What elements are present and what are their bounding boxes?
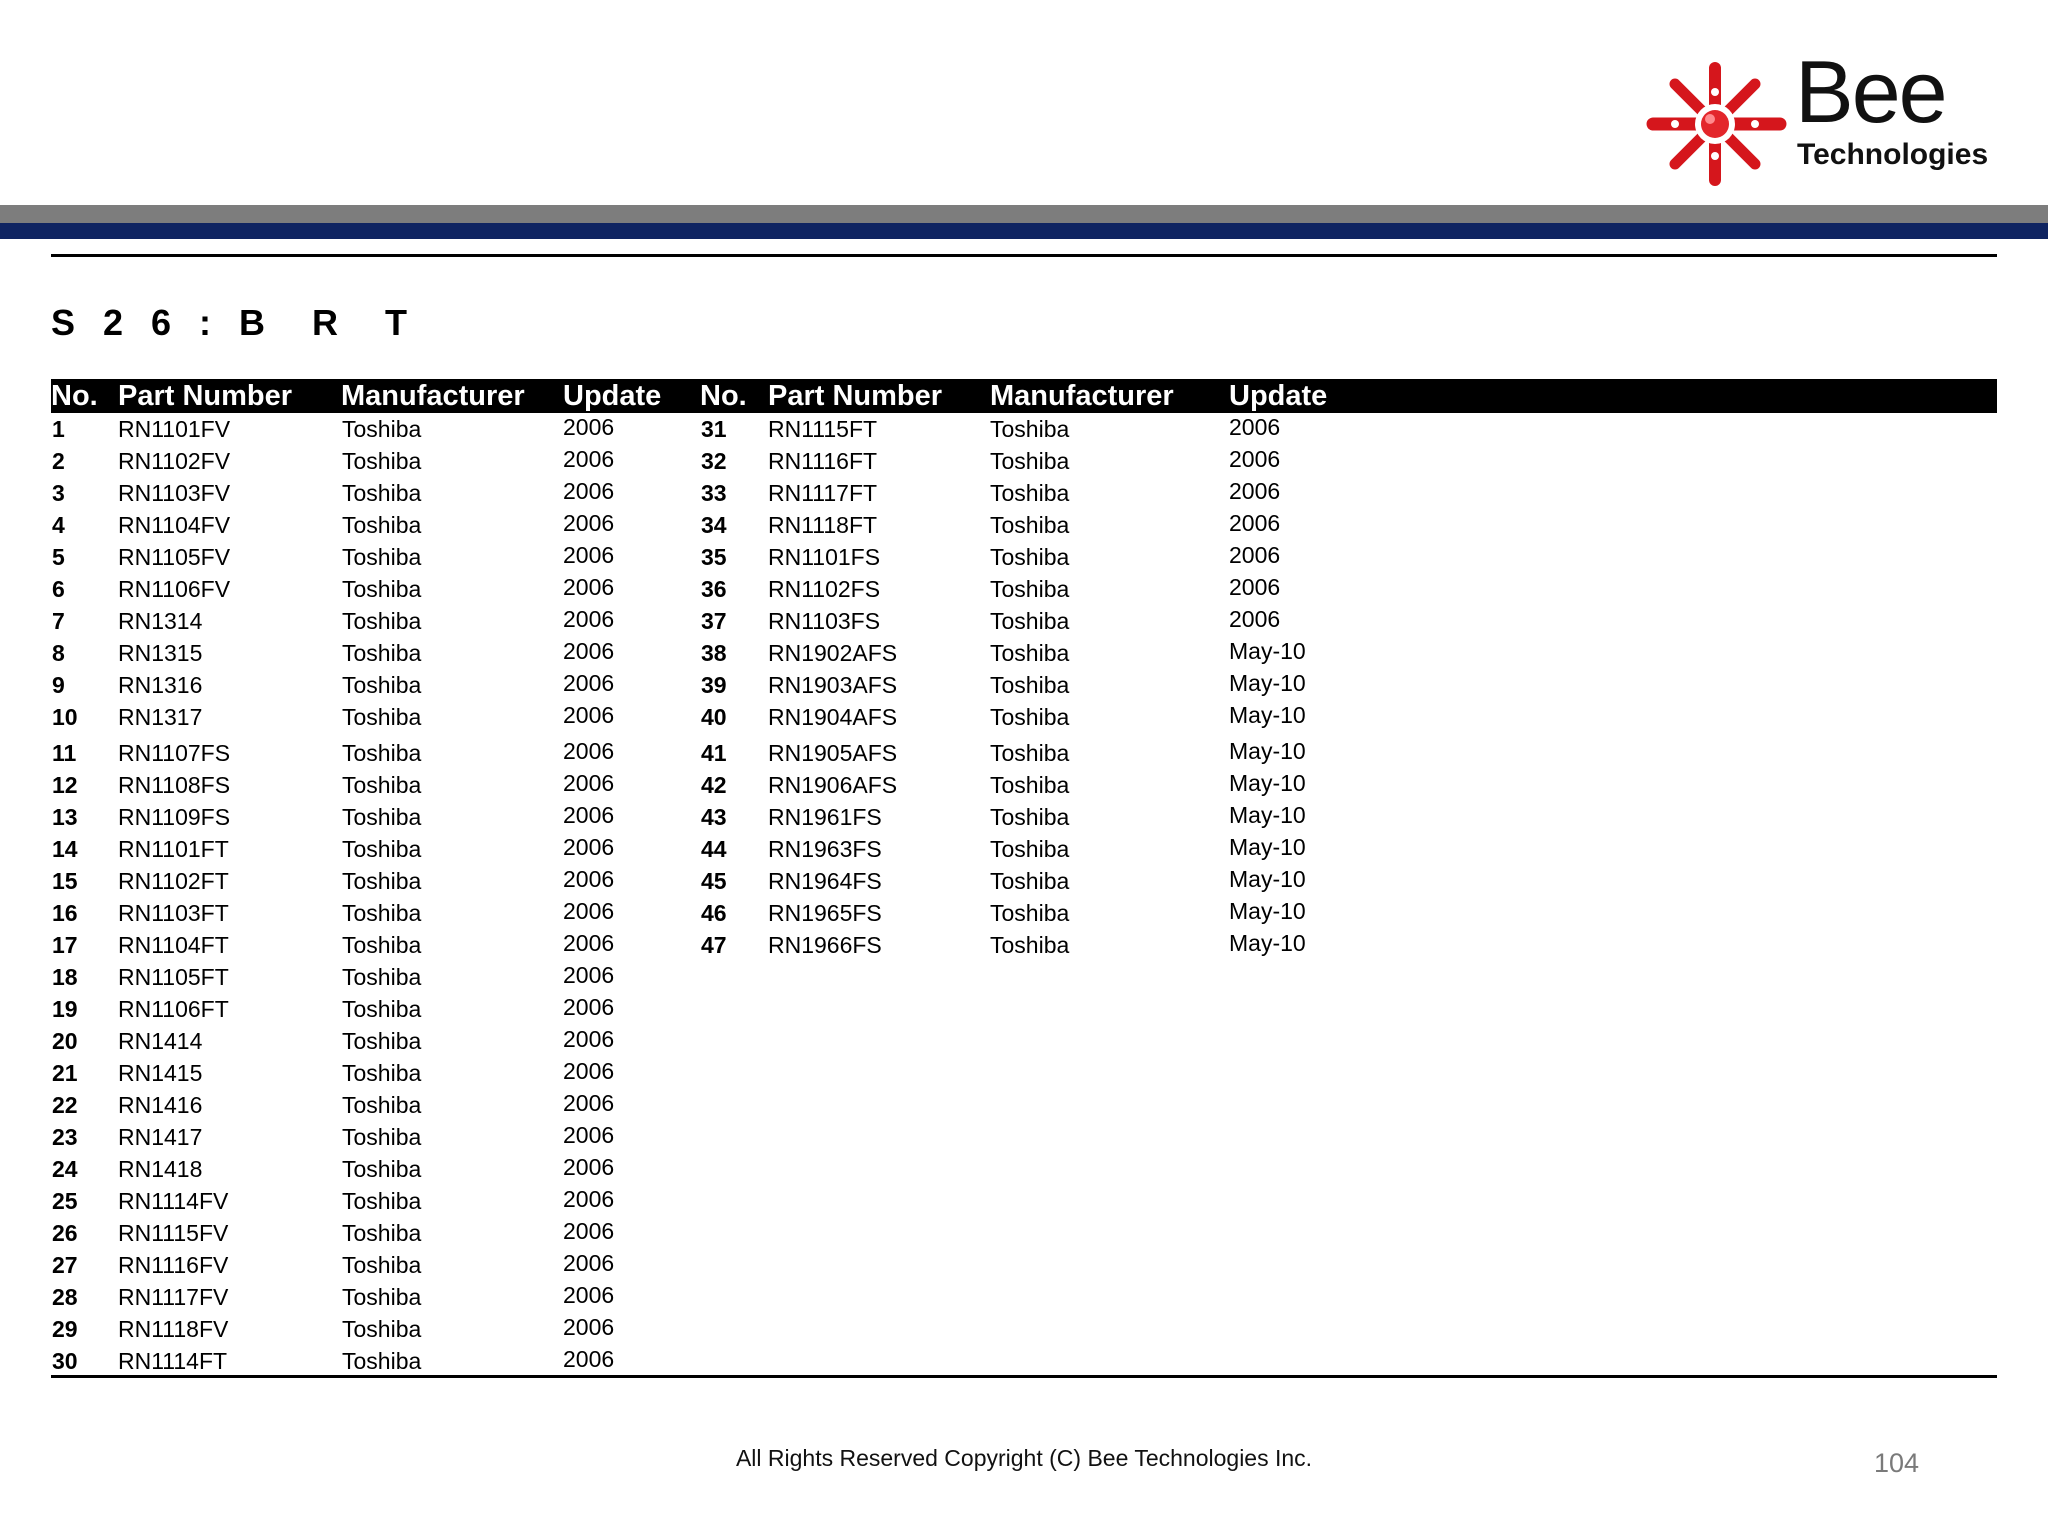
left-row-part-cell: RN1102FT bbox=[118, 868, 229, 894]
header-band-navy bbox=[0, 223, 2048, 239]
left-row-update-cell: 2006 bbox=[563, 1218, 615, 1244]
left-row-part-cell: RN1116FV bbox=[118, 1252, 229, 1278]
left-row-update-cell: 2006 bbox=[563, 962, 615, 988]
left-row-mfr-cell: Toshiba bbox=[342, 1284, 422, 1310]
left-row-part-cell: RN1317 bbox=[118, 704, 203, 730]
right-row-update-cell: May-10 bbox=[1229, 738, 1306, 764]
left-row-part-cell: RN1418 bbox=[118, 1156, 203, 1182]
left-row-mfr-cell: Toshiba bbox=[342, 1156, 422, 1182]
left-row-update-cell: 2006 bbox=[563, 702, 615, 728]
left-row-mfr-cell: Toshiba bbox=[342, 672, 422, 698]
right-row-no-cell: 44 bbox=[701, 836, 727, 862]
left-row-update-cell: 2006 bbox=[563, 606, 615, 632]
left-row-part-cell: RN1315 bbox=[118, 640, 203, 666]
left-row-part-cell: RN1415 bbox=[118, 1060, 203, 1086]
right-row-part-cell: RN1966FS bbox=[768, 932, 882, 958]
right-row-no-cell: 31 bbox=[701, 416, 727, 442]
left-row-mfr-cell: Toshiba bbox=[342, 1220, 422, 1246]
left-row-mfr-cell: Toshiba bbox=[342, 480, 422, 506]
right-row-mfr-cell: Toshiba bbox=[990, 740, 1070, 766]
left-row-part-cell: RN1105FV bbox=[118, 544, 231, 570]
right-row-part-cell: RN1965FS bbox=[768, 900, 882, 926]
header-update-right: Update bbox=[1229, 380, 1328, 412]
right-row-no-cell: 35 bbox=[701, 544, 727, 570]
left-row-update-cell: 2006 bbox=[563, 670, 615, 696]
left-row-mfr-cell: Toshiba bbox=[342, 640, 422, 666]
left-row-part-cell: RN1109FS bbox=[118, 804, 231, 830]
right-row-update-cell: 2006 bbox=[1229, 478, 1281, 504]
left-row-update-cell: 2006 bbox=[563, 510, 615, 536]
right-row-part-cell: RN1118FT bbox=[768, 512, 878, 538]
left-row-part-cell: RN1104FV bbox=[118, 512, 231, 538]
left-row-part-cell: RN1314 bbox=[118, 608, 203, 634]
left-row-update-cell: 2006 bbox=[563, 1122, 615, 1148]
left-row-update-cell: 2006 bbox=[563, 738, 615, 764]
right-row-no-cell: 39 bbox=[701, 672, 727, 698]
right-row-part-cell: RN1115FT bbox=[768, 416, 878, 442]
right-row-mfr-cell: Toshiba bbox=[990, 868, 1070, 894]
right-row-mfr-cell: Toshiba bbox=[990, 480, 1070, 506]
left-row-part-cell: RN1107FS bbox=[118, 740, 231, 766]
page-number: 104 bbox=[1874, 1448, 1920, 1478]
right-row-mfr-cell: Toshiba bbox=[990, 512, 1070, 538]
right-row-no-cell: 36 bbox=[701, 576, 727, 602]
right-row-mfr-cell: Toshiba bbox=[990, 836, 1070, 862]
left-row-part-cell: RN1117FV bbox=[118, 1284, 229, 1310]
left-row-update-cell: 2006 bbox=[563, 930, 615, 956]
left-row-no-cell: 18 bbox=[52, 964, 78, 990]
left-row-no-cell: 14 bbox=[52, 836, 78, 862]
right-row-mfr-cell: Toshiba bbox=[990, 672, 1070, 698]
right-row-part-cell: RN1116FT bbox=[768, 448, 878, 474]
left-row-no-cell: 8 bbox=[52, 640, 65, 666]
left-row-no-cell: 13 bbox=[52, 804, 78, 830]
left-row-mfr-cell: Toshiba bbox=[342, 1092, 422, 1118]
left-row-mfr-cell: Toshiba bbox=[342, 1348, 422, 1374]
left-row-no-cell: 16 bbox=[52, 900, 78, 926]
header-mfr-right: Manufacturer bbox=[990, 380, 1174, 412]
left-row-no-cell: 30 bbox=[52, 1348, 78, 1374]
left-row-update-cell: 2006 bbox=[563, 542, 615, 568]
header-part-left: Part Number bbox=[118, 380, 293, 412]
left-row-mfr-cell: Toshiba bbox=[342, 1028, 422, 1054]
left-row-part-cell: RN1105FT bbox=[118, 964, 229, 990]
right-row-mfr-cell: Toshiba bbox=[990, 448, 1070, 474]
left-row-no-cell: 23 bbox=[52, 1124, 78, 1150]
left-row-update-cell: 2006 bbox=[563, 1186, 615, 1212]
right-row-part-cell: RN1102FS bbox=[768, 576, 881, 602]
right-row-mfr-cell: Toshiba bbox=[990, 576, 1070, 602]
left-row-no-cell: 26 bbox=[52, 1220, 78, 1246]
right-row-part-cell: RN1903AFS bbox=[768, 672, 898, 698]
left-row-no-cell: 28 bbox=[52, 1284, 78, 1310]
right-row-no-cell: 46 bbox=[701, 900, 727, 926]
left-row-part-cell: RN1416 bbox=[118, 1092, 203, 1118]
left-row-update-cell: 2006 bbox=[563, 834, 615, 860]
left-row-no-cell: 5 bbox=[52, 544, 65, 570]
right-row-no-cell: 33 bbox=[701, 480, 727, 506]
left-row-no-cell: 22 bbox=[52, 1092, 78, 1118]
left-row-update-cell: 2006 bbox=[563, 446, 615, 472]
left-row-update-cell: 2006 bbox=[563, 770, 615, 796]
left-row-part-cell: RN1106FV bbox=[118, 576, 231, 602]
left-row-update-cell: 2006 bbox=[563, 1282, 615, 1308]
left-row-no-cell: 12 bbox=[52, 772, 78, 798]
right-row-update-cell: May-10 bbox=[1229, 702, 1306, 728]
right-row-update-cell: 2006 bbox=[1229, 606, 1281, 632]
left-row-mfr-cell: Toshiba bbox=[342, 1124, 422, 1150]
table-header bbox=[51, 379, 1997, 413]
left-row-mfr-cell: Toshiba bbox=[342, 1316, 422, 1342]
left-row-mfr-cell: Toshiba bbox=[342, 964, 422, 990]
left-row-update-cell: 2006 bbox=[563, 638, 615, 664]
left-row-no-cell: 6 bbox=[52, 576, 65, 602]
copyright-footer: All Rights Reserved Copyright (C) Bee Technologies Inc. bbox=[735, 1445, 1313, 1471]
left-row-update-cell: 2006 bbox=[563, 898, 615, 924]
left-row-mfr-cell: Toshiba bbox=[342, 704, 422, 730]
left-row-part-cell: RN1118FV bbox=[118, 1316, 229, 1342]
left-row-no-cell: 19 bbox=[52, 996, 78, 1022]
right-row-update-cell: May-10 bbox=[1229, 834, 1306, 860]
right-row-update-cell: 2006 bbox=[1229, 510, 1281, 536]
left-row-part-cell: RN1101FT bbox=[118, 836, 229, 862]
left-row-update-cell: 2006 bbox=[563, 574, 615, 600]
left-row-no-cell: 3 bbox=[52, 480, 65, 506]
left-row-part-cell: RN1104FT bbox=[118, 932, 229, 958]
left-row-no-cell: 9 bbox=[52, 672, 65, 698]
right-row-no-cell: 42 bbox=[701, 772, 727, 798]
right-row-part-cell: RN1904AFS bbox=[768, 704, 898, 730]
right-row-mfr-cell: Toshiba bbox=[990, 804, 1070, 830]
left-row-mfr-cell: Toshiba bbox=[342, 416, 422, 442]
left-row-part-cell: RN1414 bbox=[118, 1028, 203, 1054]
header-update-left: Update bbox=[563, 380, 662, 412]
left-row-update-cell: 2006 bbox=[563, 1250, 615, 1276]
left-row-mfr-cell: Toshiba bbox=[342, 576, 422, 602]
right-row-mfr-cell: Toshiba bbox=[990, 704, 1070, 730]
right-row-part-cell: RN1961FS bbox=[768, 804, 882, 830]
left-row-mfr-cell: Toshiba bbox=[342, 996, 422, 1022]
right-row-no-cell: 40 bbox=[701, 704, 727, 730]
left-row-part-cell: RN1103FV bbox=[118, 480, 231, 506]
left-row-update-cell: 2006 bbox=[563, 1090, 615, 1116]
right-row-part-cell: RN1906AFS bbox=[768, 772, 898, 798]
left-row-update-cell: 2006 bbox=[563, 1026, 615, 1052]
right-row-update-cell: 2006 bbox=[1229, 574, 1281, 600]
right-row-update-cell: May-10 bbox=[1229, 770, 1306, 796]
left-row-mfr-cell: Toshiba bbox=[342, 772, 422, 798]
right-row-no-cell: 32 bbox=[701, 448, 727, 474]
right-row-update-cell: 2006 bbox=[1229, 446, 1281, 472]
left-row-mfr-cell: Toshiba bbox=[342, 740, 422, 766]
left-row-no-cell: 25 bbox=[52, 1188, 78, 1214]
left-row-update-cell: 2006 bbox=[563, 1058, 615, 1084]
header-mfr-left: Manufacturer bbox=[341, 380, 525, 412]
right-row-mfr-cell: Toshiba bbox=[990, 416, 1070, 442]
top-divider bbox=[51, 254, 1997, 257]
right-row-part-cell: RN1902AFS bbox=[768, 640, 898, 666]
right-row-part-cell: RN1101FS bbox=[768, 544, 881, 570]
left-row-no-cell: 10 bbox=[52, 704, 78, 730]
right-row-no-cell: 38 bbox=[701, 640, 727, 666]
left-row-mfr-cell: Toshiba bbox=[342, 1252, 422, 1278]
left-row-part-cell: RN1114FV bbox=[118, 1188, 229, 1214]
right-row-no-cell: 37 bbox=[701, 608, 727, 634]
left-row-part-cell: RN1101FV bbox=[118, 416, 231, 442]
left-row-update-cell: 2006 bbox=[563, 414, 615, 440]
right-row-mfr-cell: Toshiba bbox=[990, 900, 1070, 926]
table-bottom-rule bbox=[51, 1375, 1997, 1378]
left-row-update-cell: 2006 bbox=[563, 866, 615, 892]
left-row-part-cell: RN1103FT bbox=[118, 900, 229, 926]
right-row-part-cell: RN1963FS bbox=[768, 836, 882, 862]
left-row-no-cell: 21 bbox=[52, 1060, 78, 1086]
left-row-part-cell: RN1316 bbox=[118, 672, 203, 698]
header-no-left: No. bbox=[51, 380, 98, 412]
header-part-right: Part Number bbox=[768, 380, 943, 412]
right-row-update-cell: 2006 bbox=[1229, 542, 1281, 568]
right-row-mfr-cell: Toshiba bbox=[990, 640, 1070, 666]
right-row-mfr-cell: Toshiba bbox=[990, 544, 1070, 570]
left-row-mfr-cell: Toshiba bbox=[342, 868, 422, 894]
left-row-mfr-cell: Toshiba bbox=[342, 804, 422, 830]
left-row-update-cell: 2006 bbox=[563, 994, 615, 1020]
left-row-no-cell: 1 bbox=[52, 416, 65, 442]
logo-subtitle: Technologies bbox=[1797, 138, 1989, 171]
left-row-no-cell: 20 bbox=[52, 1028, 78, 1054]
left-row-update-cell: 2006 bbox=[563, 1314, 615, 1340]
right-row-update-cell: May-10 bbox=[1229, 638, 1306, 664]
left-row-part-cell: RN1115FV bbox=[118, 1220, 229, 1246]
left-row-no-cell: 7 bbox=[52, 608, 65, 634]
left-row-no-cell: 29 bbox=[52, 1316, 78, 1342]
right-row-mfr-cell: Toshiba bbox=[990, 932, 1070, 958]
right-row-update-cell: May-10 bbox=[1229, 898, 1306, 924]
left-row-mfr-cell: Toshiba bbox=[342, 1188, 422, 1214]
right-row-no-cell: 47 bbox=[701, 932, 727, 958]
star-logo-icon bbox=[1645, 62, 1790, 187]
left-row-mfr-cell: Toshiba bbox=[342, 836, 422, 862]
right-row-update-cell: May-10 bbox=[1229, 866, 1306, 892]
logo-wordmark: Bee bbox=[1795, 42, 1946, 141]
left-row-no-cell: 17 bbox=[52, 932, 78, 958]
left-row-part-cell: RN1102FV bbox=[118, 448, 231, 474]
right-row-mfr-cell: Toshiba bbox=[990, 608, 1070, 634]
left-row-update-cell: 2006 bbox=[563, 802, 615, 828]
right-row-update-cell: May-10 bbox=[1229, 802, 1306, 828]
left-row-update-cell: 2006 bbox=[563, 1346, 615, 1372]
bee-technologies-logo bbox=[1645, 42, 1995, 192]
right-row-part-cell: RN1964FS bbox=[768, 868, 882, 894]
left-row-update-cell: 2006 bbox=[563, 478, 615, 504]
left-row-part-cell: RN1114FT bbox=[118, 1348, 228, 1374]
left-row-no-cell: 15 bbox=[52, 868, 78, 894]
right-row-part-cell: RN1103FS bbox=[768, 608, 881, 634]
left-row-mfr-cell: Toshiba bbox=[342, 608, 422, 634]
left-row-mfr-cell: Toshiba bbox=[342, 448, 422, 474]
right-row-update-cell: 2006 bbox=[1229, 414, 1281, 440]
left-row-no-cell: 11 bbox=[52, 740, 77, 766]
left-row-mfr-cell: Toshiba bbox=[342, 900, 422, 926]
right-row-update-cell: May-10 bbox=[1229, 930, 1306, 956]
page-title: S 2 6 : B R T bbox=[51, 302, 417, 343]
right-row-part-cell: RN1117FT bbox=[768, 480, 878, 506]
left-row-no-cell: 4 bbox=[52, 512, 65, 538]
right-row-update-cell: May-10 bbox=[1229, 670, 1306, 696]
right-row-no-cell: 34 bbox=[701, 512, 727, 538]
right-row-part-cell: RN1905AFS bbox=[768, 740, 898, 766]
left-row-part-cell: RN1106FT bbox=[118, 996, 229, 1022]
left-row-mfr-cell: Toshiba bbox=[342, 512, 422, 538]
left-row-no-cell: 27 bbox=[52, 1252, 78, 1278]
header-no-right: No. bbox=[700, 380, 747, 412]
right-row-mfr-cell: Toshiba bbox=[990, 772, 1070, 798]
left-row-no-cell: 24 bbox=[52, 1156, 78, 1182]
left-row-no-cell: 2 bbox=[52, 448, 65, 474]
left-row-part-cell: RN1108FS bbox=[118, 772, 231, 798]
header-band-gray bbox=[0, 205, 2048, 223]
left-row-part-cell: RN1417 bbox=[118, 1124, 203, 1150]
left-row-update-cell: 2006 bbox=[563, 1154, 615, 1180]
right-row-no-cell: 41 bbox=[701, 740, 727, 766]
right-row-no-cell: 43 bbox=[701, 804, 727, 830]
left-row-mfr-cell: Toshiba bbox=[342, 544, 422, 570]
left-row-mfr-cell: Toshiba bbox=[342, 932, 422, 958]
left-row-mfr-cell: Toshiba bbox=[342, 1060, 422, 1086]
right-row-no-cell: 45 bbox=[701, 868, 727, 894]
